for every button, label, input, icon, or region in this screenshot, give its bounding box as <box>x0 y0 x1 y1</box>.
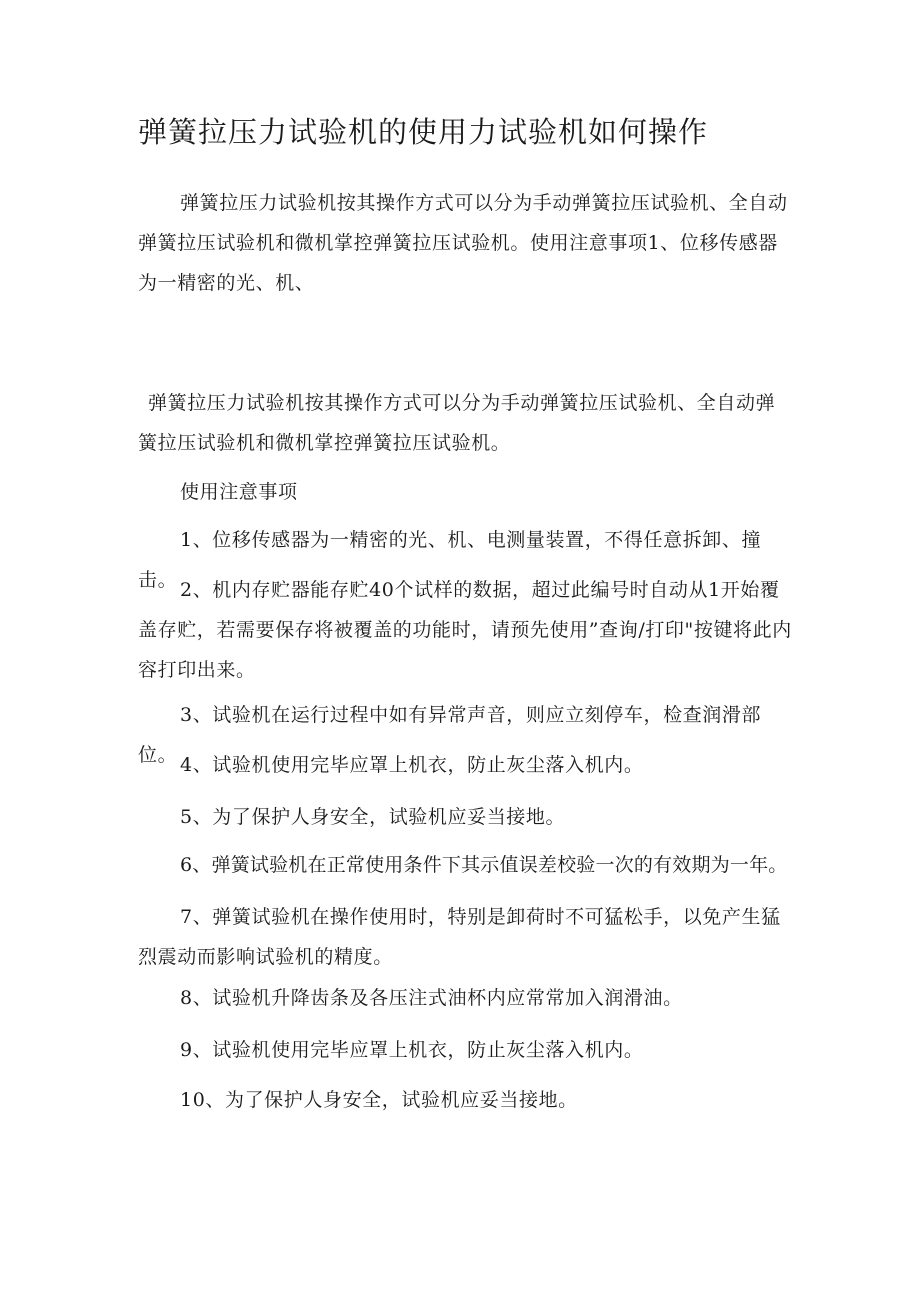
note-item: 2、机内存贮器能存贮40个试样的数据，超过此编号时自动从1开始覆盖存贮，若需要保存将被覆盖的功能时，请预先使用”查询/打印"按键将此内容打印出来。 <box>138 579 792 681</box>
note-item: 5、为了保护人身安全，试验机应妥当接地。 <box>180 806 566 828</box>
summary-paragraph: 弹簧拉压力试验机按其操作方式可以分为手动弹簧拉压试验机、全自动弹簧拉压试验机和微机掌控弹簧拉压试验机。使用注意事项1、位移传感器为一精密的光、机、 <box>138 192 788 294</box>
note-item: 7、弹簧试验机在操作使用时，特别是卸荷时不可猛松手，以免产生猛烈震动而影响试验机的精度。 <box>138 906 781 968</box>
document-title: 弹簧拉压力试验机的使用力试验机如何操作 <box>138 115 709 149</box>
note-item: 8、试验机升降齿条及各压注式油杯内应常常加入润滑油。 <box>180 987 683 1009</box>
notes-heading: 使用注意事项 <box>180 481 298 503</box>
note-item: 4、试验机使用完毕应罩上机衣，防止灰尘落入机内。 <box>180 754 644 776</box>
note-item: 10、为了保护人身安全，试验机应妥当接地。 <box>180 1089 578 1111</box>
note-item: 6、弹簧试验机在正常使用条件下其示值误差校验一次的有效期为一年。 <box>180 854 788 876</box>
note-item: 1、位移传感器为一精密的光、机、电测量装置，不得任意拆卸、撞击。 <box>138 529 762 591</box>
intro-paragraph: 弹簧拉压力试验机按其操作方式可以分为手动弹簧拉压试验机、全自动弹簧拉压试验机和微机掌控弹簧拉压试验机。 <box>138 392 776 454</box>
note-item: 3、试验机在运行过程中如有异常声音，则应立刻停车，检查润滑部位。 <box>138 704 762 766</box>
note-item: 9、试验机使用完毕应罩上机衣，防止灰尘落入机内。 <box>180 1039 644 1061</box>
